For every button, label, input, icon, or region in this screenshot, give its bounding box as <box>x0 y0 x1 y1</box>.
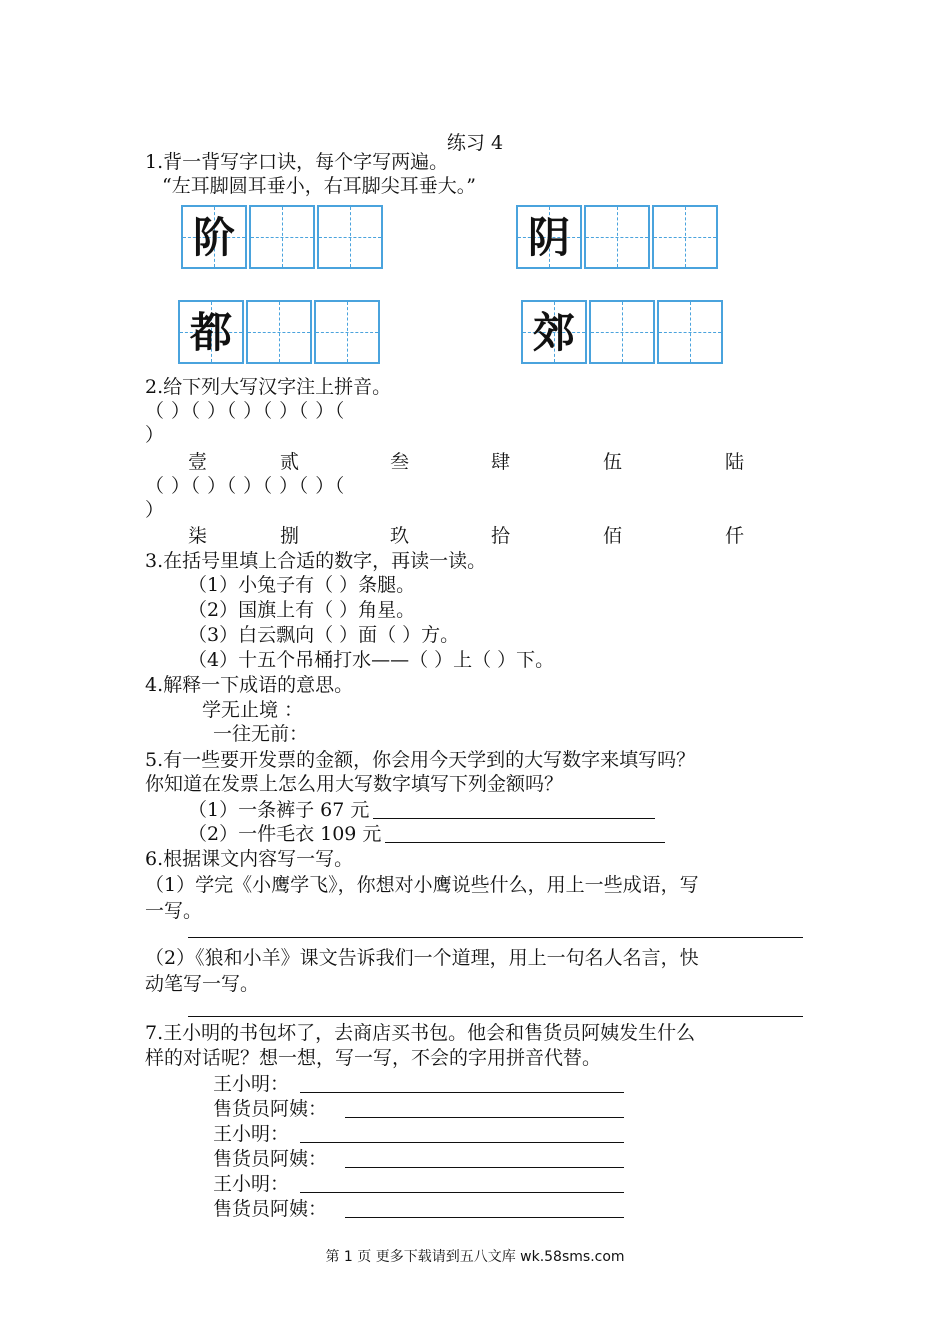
capital-numeral: 佰 <box>603 525 623 547</box>
model-cell <box>521 300 587 364</box>
q4-prompt: 4.解释一下成语的意思。 <box>145 674 354 696</box>
model-char: 阴 <box>527 213 570 262</box>
model-cell <box>178 300 244 364</box>
paren-close: ） <box>145 424 165 446</box>
capital-numeral: 仟 <box>725 525 745 547</box>
q1-rhyme: “左耳脚圆耳垂小，右耳脚尖耳垂大。” <box>162 175 476 197</box>
practice-cell[interactable] <box>584 205 650 269</box>
practice-cell[interactable] <box>589 300 655 364</box>
practice-cell[interactable] <box>652 205 718 269</box>
dialog-speaker: 售货员阿姨： <box>213 1198 328 1220</box>
q3-item[interactable]: （3）白云飘向（ ）面（ ）方。 <box>188 624 460 646</box>
answer-line[interactable] <box>188 937 803 938</box>
dialog-speaker: 王小明： <box>213 1073 290 1095</box>
practice-cell[interactable] <box>249 205 315 269</box>
capital-numeral: 肆 <box>491 451 511 473</box>
writing-grid-1 <box>181 205 385 269</box>
practice-cell[interactable] <box>314 300 380 364</box>
writing-grid-4 <box>521 300 725 364</box>
q6-prompt: 6.根据课文内容写一写。 <box>145 848 354 870</box>
answer-line[interactable] <box>385 842 665 843</box>
capital-numeral: 贰 <box>280 451 300 473</box>
capital-numeral: 壹 <box>188 451 208 473</box>
capital-numeral: 叁 <box>390 451 410 473</box>
page-title: 练习 4 <box>446 132 504 154</box>
model-cell <box>181 205 247 269</box>
dialog-answer-line[interactable] <box>345 1117 624 1118</box>
dialog-speaker: 王小明： <box>213 1123 290 1145</box>
page-footer: 第 1 页 更多下载请到五八文库 wk.58sms.com <box>325 1249 625 1265</box>
q5-prompt-line-2: 你知道在发票上怎么用大写数字填写下列金额吗？ <box>145 773 564 795</box>
capital-numeral: 玖 <box>390 525 410 547</box>
dialog-answer-line[interactable] <box>300 1192 624 1193</box>
q3-item[interactable]: （1）小兔子有（ ）条腿。 <box>188 574 416 596</box>
answer-line[interactable] <box>373 818 655 819</box>
q3-prompt: 3.在括号里填上合适的数字，再读一读。 <box>145 550 487 572</box>
invoice-item: （2）一件毛衣 109 元 <box>188 823 382 845</box>
q2-prompt: 2.给下列大写汉字注上拼音。 <box>145 376 392 398</box>
dialog-speaker: 售货员阿姨： <box>213 1148 328 1170</box>
capital-numeral: 拾 <box>491 525 511 547</box>
q7-prompt-line-1: 7.王小明的书包坏了，去商店买书包。他会和售货员阿姨发生什么 <box>145 1022 696 1044</box>
q6-part2-line-2: 动笔写一写。 <box>145 973 260 995</box>
model-char: 都 <box>189 308 232 357</box>
dialog-answer-line[interactable] <box>300 1092 624 1093</box>
practice-cell[interactable] <box>317 205 383 269</box>
q6-part1-line-2: 一写。 <box>145 900 203 922</box>
q5-prompt-line-1: 5.有一些要开发票的金额，你会用今天学到的大写数字来填写吗？ <box>145 749 696 771</box>
paren-close: ） <box>145 499 165 521</box>
writing-grid-3 <box>178 300 382 364</box>
practice-cell[interactable] <box>246 300 312 364</box>
practice-cell[interactable] <box>657 300 723 364</box>
dialog-speaker: 王小明： <box>213 1173 290 1195</box>
model-char: 郊 <box>532 308 575 357</box>
answer-line[interactable] <box>188 1016 803 1017</box>
dialog-answer-line[interactable] <box>345 1217 624 1218</box>
model-cell <box>516 205 582 269</box>
q6-part2-line-1: （2）《狼和小羊》课文告诉我们一个道理，用上一句名人名言，快 <box>145 947 699 969</box>
q7-prompt-line-2: 样的对话呢？想一想，写一写，不会的字用拼音代替。 <box>145 1047 602 1069</box>
pinyin-blanks-row-2[interactable]: （ ）（ ）（ ）（ ）（ ）（ <box>145 475 345 497</box>
q1-prompt: 1.背一背写字口诀，每个字写两遍。 <box>145 151 449 173</box>
model-char: 阶 <box>192 213 235 262</box>
q6-part1-line-1: （1）学完《小鹰学飞》，你想对小鹰说些什么，用上一些成语，写 <box>145 874 699 896</box>
capital-numeral: 伍 <box>603 451 623 473</box>
writing-grid-2 <box>516 205 720 269</box>
q3-item[interactable]: （4）十五个吊桶打水——（ ）上（ ）下。 <box>188 649 555 671</box>
dialog-answer-line[interactable] <box>300 1142 624 1143</box>
idiom-item: 一往无前： <box>213 723 309 745</box>
capital-numeral: 陆 <box>725 451 745 473</box>
dialog-speaker: 售货员阿姨： <box>213 1098 328 1120</box>
capital-numeral: 捌 <box>280 525 300 547</box>
idiom-item: 学无止境 ： <box>202 699 304 721</box>
capital-numeral: 柒 <box>188 525 208 547</box>
pinyin-blanks-row-1[interactable]: （ ）（ ）（ ）（ ）（ ）（ <box>145 400 345 422</box>
invoice-item: （1）一条裤子 67 元 <box>188 799 370 821</box>
q3-item[interactable]: （2）国旗上有（ ）角星。 <box>188 599 416 621</box>
dialog-answer-line[interactable] <box>345 1167 624 1168</box>
